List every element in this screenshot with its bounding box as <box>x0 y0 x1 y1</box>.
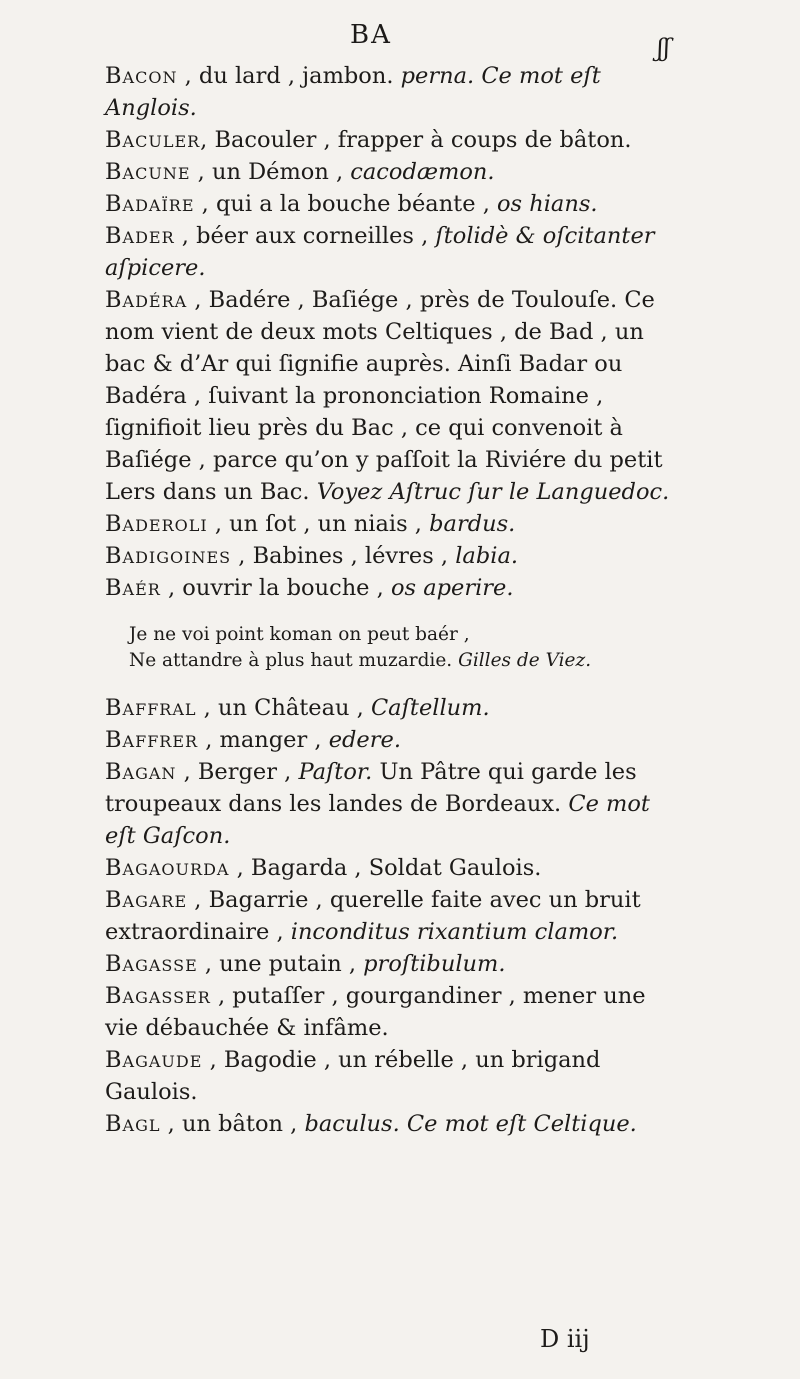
quote-line <box>129 648 685 674</box>
entry-bacon <box>105 60 685 124</box>
latin-gloss: bardus. <box>429 511 516 537</box>
headword: Baculer <box>105 127 201 153</box>
latin-gloss: Caſtellum. <box>370 695 490 721</box>
headword: Bagan <box>105 759 177 785</box>
folio-mark: ʃʃ <box>656 34 670 62</box>
entry-baculer <box>105 124 685 156</box>
definition: , Bagodie , un rébelle , un brigand Gaulois. <box>105 1047 601 1105</box>
definition: , Berger , <box>176 759 299 785</box>
definition: , Bacouler , frapper à coups de bâton. <box>200 127 632 153</box>
quote-line: Je ne voi point koman on peut baér , <box>129 624 470 645</box>
headword: Baér <box>105 575 161 601</box>
running-head: BA <box>350 20 392 50</box>
definition: , un ſot , un niais , <box>207 511 430 537</box>
definition: , qui a la bouche béante , <box>194 191 497 217</box>
definition: , un Château , <box>196 695 371 721</box>
entry-badaire <box>105 188 685 220</box>
entry-badigoines <box>105 540 685 572</box>
headword: Badaïre <box>105 191 195 217</box>
headword: Bacune <box>105 159 191 185</box>
headword: Bagare <box>105 887 188 913</box>
definition: , une putain , <box>197 951 364 977</box>
latin-gloss: os aperire. <box>390 575 514 601</box>
latin-gloss: Paſtor. <box>298 759 373 785</box>
definition: , un bâton , <box>160 1111 305 1137</box>
verse-quotation <box>105 622 685 674</box>
latin-gloss: labia. <box>455 543 519 569</box>
entry-baderoli <box>105 508 685 540</box>
quote-text: Ne attandre à plus haut muzardie. <box>129 650 459 671</box>
headword: Bacon <box>105 63 178 89</box>
origin-note: Ce mot eſt Gaſcon. <box>105 791 650 849</box>
entry-bacune <box>105 156 685 188</box>
reference: Voyez Aſtruc ſur le Languedoc. <box>316 479 670 505</box>
latin-gloss: edere. <box>328 727 401 753</box>
entry-badera <box>105 284 685 508</box>
headword: Bagaude <box>105 1047 203 1073</box>
definition: , Babines , lévres , <box>231 543 456 569</box>
latin-gloss: baculus. Ce mot eſt Celtique. <box>304 1111 637 1137</box>
headword: Bader <box>105 223 175 249</box>
entry-bagl <box>105 1108 685 1140</box>
definition: , du lard , jambon. <box>177 63 401 89</box>
entry-baffral <box>105 692 685 724</box>
page-header <box>0 20 800 60</box>
entry-bader <box>105 220 685 284</box>
entry-bagasser <box>105 980 685 1044</box>
latin-gloss: perna. Ce mot eſt Anglois. <box>105 63 601 121</box>
definition: , manger , <box>198 727 329 753</box>
entry-bagan <box>105 756 685 852</box>
definition: , un Démon , <box>190 159 351 185</box>
headword: Bagasser <box>105 983 211 1009</box>
headword: Baderoli <box>105 511 208 537</box>
definition: , Badére , Baſiége , près de Toulouſe. Ce nom vient de deux mots Celtiques , de Bad , un bac & d’Ar qui ſignifie auprès. Ainſi Badar ou Badéra , ſuivant la prononciation Romaine , ſignifioit lieu près du Bac , ce qui convenoit à Baſiége , parce qu’on y paſſoit la Riviére du petit Lers dans un Bac. <box>105 287 663 505</box>
definition-continued: Un Pâtre qui garde les troupeaux dans les landes de Bordeaux. <box>105 759 637 817</box>
definition: , béer aux corneilles , <box>174 223 436 249</box>
headword: Badigoines <box>105 543 232 569</box>
latin-gloss: inconditus rixantium clamor. <box>290 919 619 945</box>
headword: Baffrer <box>105 727 199 753</box>
headword: Bagl <box>105 1111 161 1137</box>
quote-author: Gilles de Viez. <box>458 650 592 671</box>
entry-bagare <box>105 884 685 948</box>
latin-gloss: os hians. <box>497 191 598 217</box>
entry-baer <box>105 572 685 604</box>
entry-bagaourda <box>105 852 685 884</box>
latin-gloss: cacodæmon. <box>350 159 495 185</box>
entry-bagaude <box>105 1044 685 1108</box>
headword: Badéra <box>105 287 188 313</box>
headword: Bagaourda <box>105 855 230 881</box>
definition: , Bagarrie , querelle faite avec un bruit extraordinaire , <box>105 887 641 945</box>
entry-bagasse <box>105 948 685 980</box>
dictionary-text <box>105 60 685 1140</box>
latin-gloss: proſtibulum. <box>363 951 506 977</box>
definition: , ouvrir la bouche , <box>160 575 391 601</box>
definition: , putaſſer , gourgandiner , mener une vie débauchée & infâme. <box>105 983 646 1041</box>
signature-mark: D iij <box>540 1325 590 1353</box>
latin-gloss: ſtolidè & oſcitanter aſpicere. <box>105 223 655 281</box>
entry-baffrer <box>105 724 685 756</box>
definition: , Bagarda , Soldat Gaulois. <box>229 855 542 881</box>
headword: Baffral <box>105 695 197 721</box>
headword: Bagasse <box>105 951 198 977</box>
